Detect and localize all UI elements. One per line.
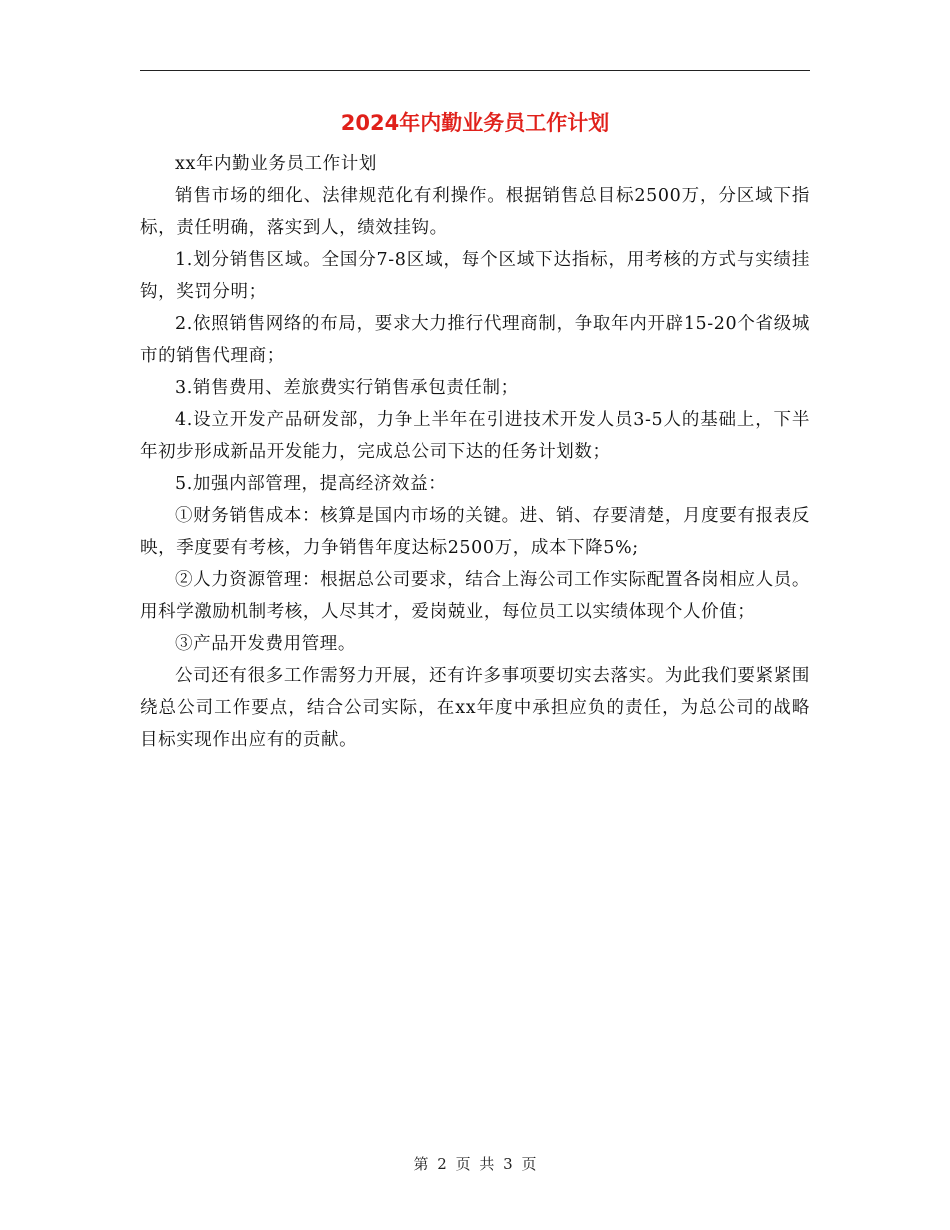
paragraph-subitem-1: ①财务销售成本：核算是国内市场的关键。进、销、存要清楚，月度要有报表反映，季度要有考核，力争销售年度达标2500万，成本下降5%;: [140, 506, 810, 558]
document-title: 2024年内勤业务员工作计划: [340, 111, 610, 135]
paragraph-subitem-2: ②人力资源管理：根据总公司要求，结合上海公司工作实际配置各岗相应人员。用科学激励机制考核，人尽其才，爱岗兢业，每位员工以实绩体现个人价值；: [140, 570, 810, 622]
paragraph-item-4: 4.设立开发产品研发部，力争上半年在引进技术开发人员3-5人的基础上，下半年初步形成新品开发能力，完成总公司下达的任务计划数；: [140, 410, 810, 462]
paragraph-intro: 销售市场的细化、法律规范化有利操作。根据销售总目标2500万，分区域下指标，责任明确，落实到人，绩效挂钩。: [140, 186, 810, 238]
paragraph-conclusion: 公司还有很多工作需努力开展，还有许多事项要切实去落实。为此我们要紧紧围绕总公司工作要点，结合公司实际，在xx年度中承担应负的责任，为总公司的战略目标实现作出应有的贡献。: [140, 666, 810, 750]
header-rule: [140, 70, 810, 71]
paragraph-subtitle: xx年内勤业务员工作计划: [175, 154, 377, 174]
paragraph-item-1: 1.划分销售区域。全国分7-8区域，每个区域下达指标，用考核的方式与实绩挂钩，奖罚分明；: [140, 250, 810, 302]
paragraph-item-5: 5.加强内部管理，提高经济效益：: [175, 474, 447, 494]
paragraph-subitem-3: ③产品开发费用管理。: [175, 634, 356, 654]
paragraph-item-3: 3.销售费用、差旅费实行销售承包责任制；: [175, 378, 519, 398]
document-body: [140, 148, 810, 756]
page-number-footer: 第 2 页 共 3 页: [413, 1155, 537, 1173]
paragraph-item-2: 2.依照销售网络的布局，要求大力推行代理商制，争取年内开辟15-20个省级城市的销售代理商；: [140, 314, 810, 366]
